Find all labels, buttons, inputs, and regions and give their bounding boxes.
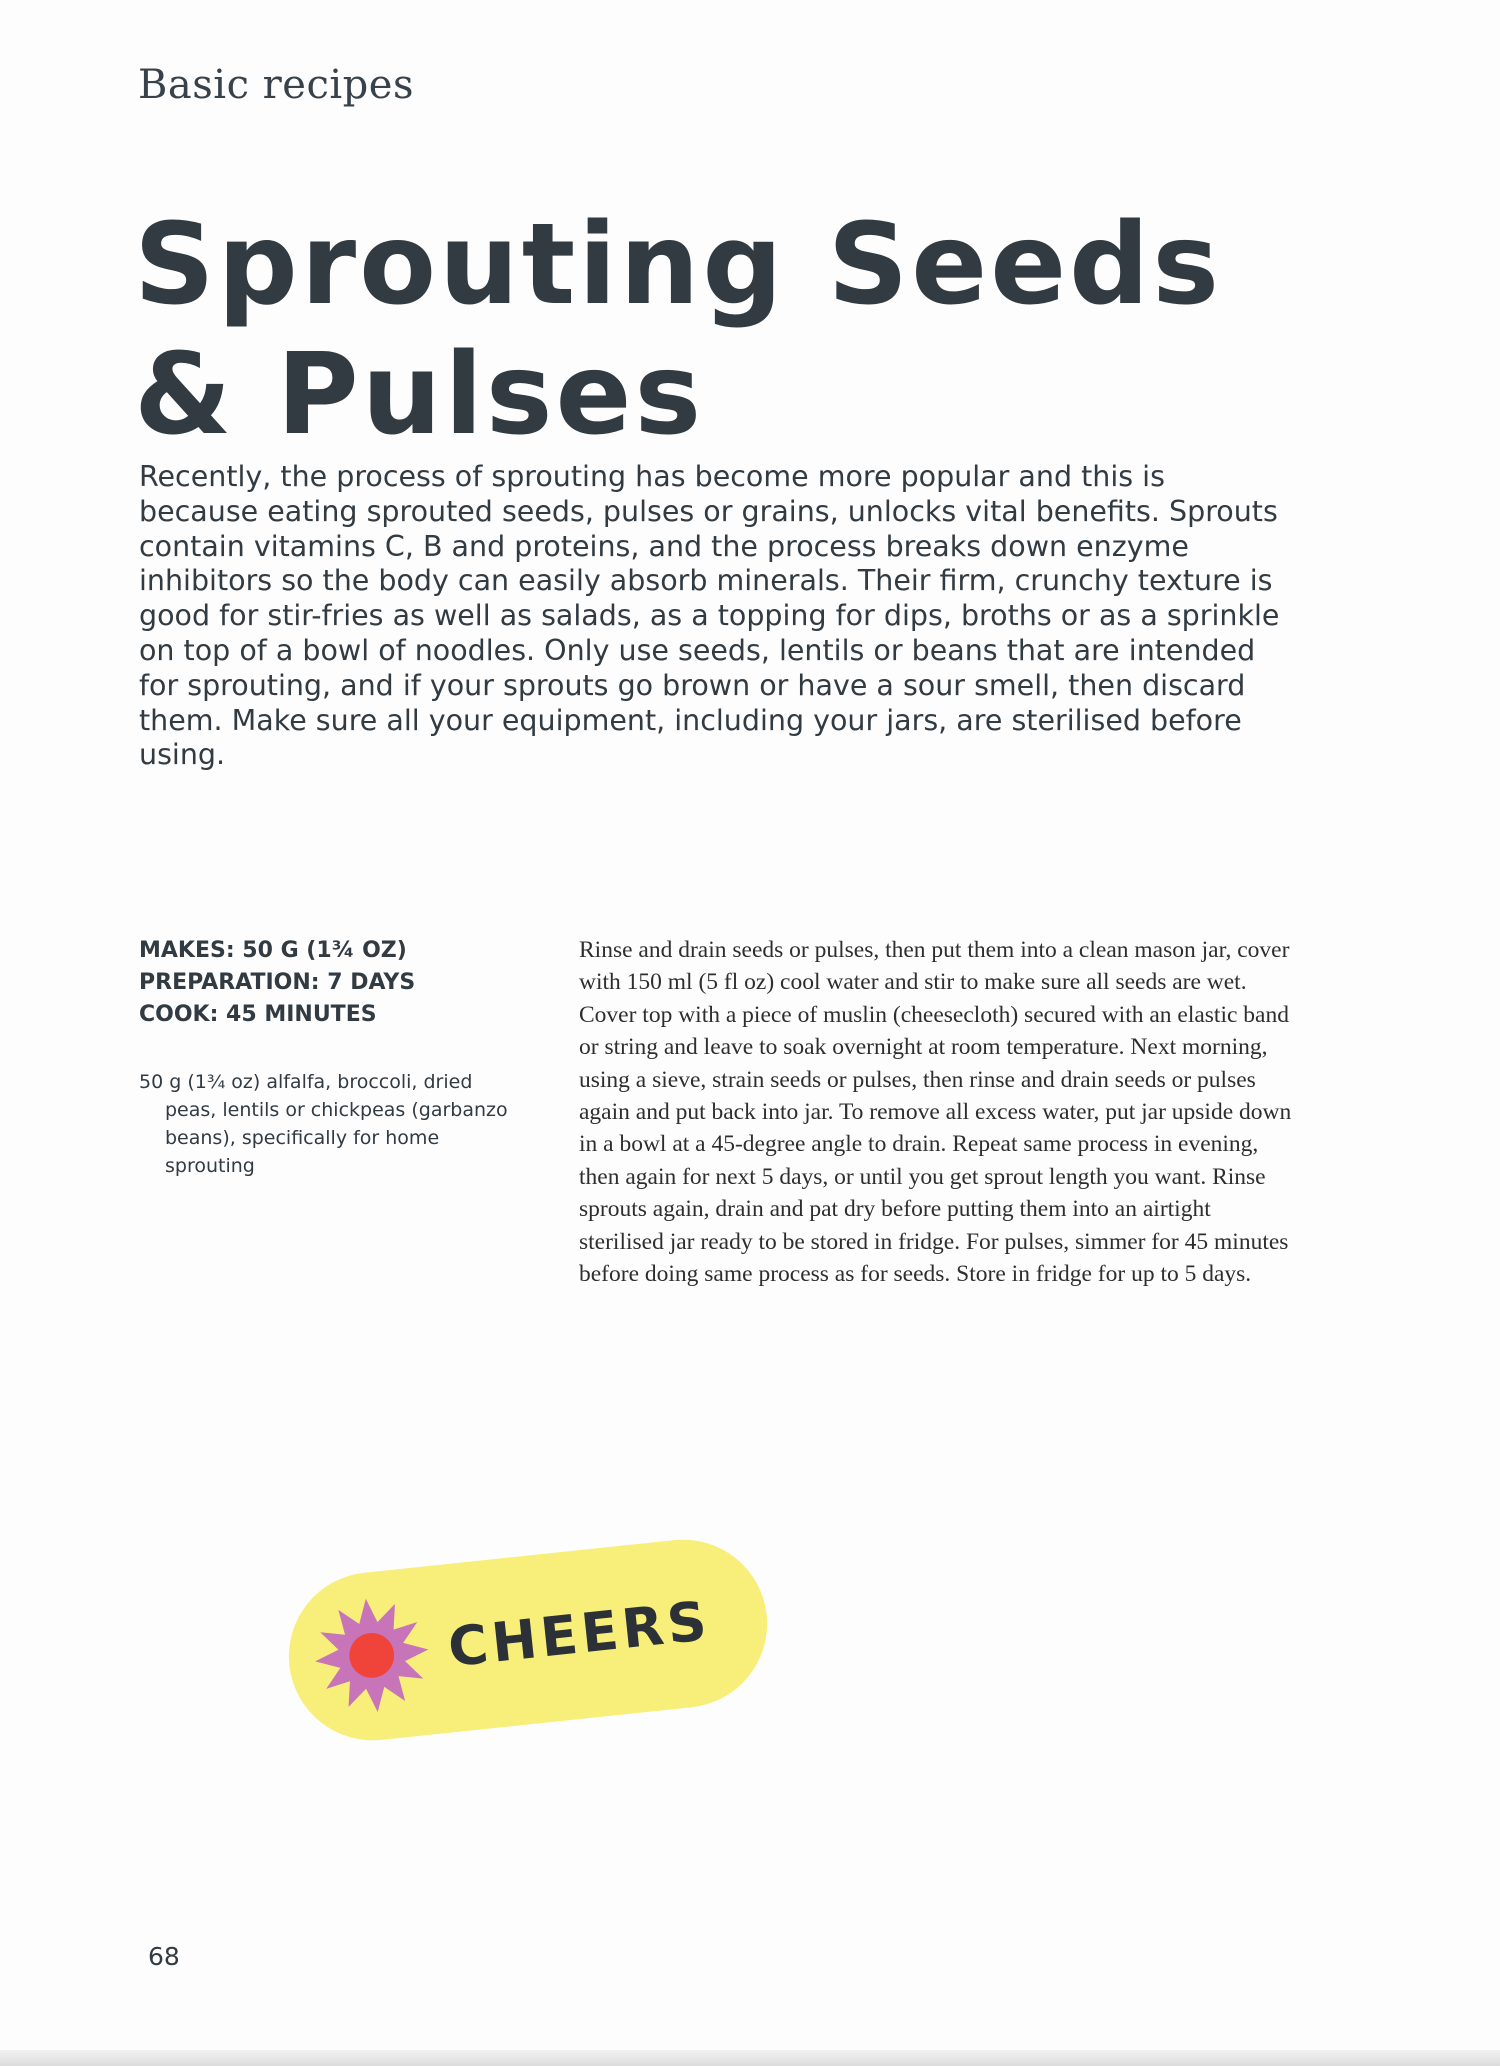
recipe-title-line-1: Sprouting Seeds bbox=[134, 200, 1222, 330]
preparation-label: PREPARATION: 7 DAYS bbox=[139, 970, 416, 995]
recipe-method: Rinse and drain seeds or pulses, then put them into a clean mason jar, cover with 150 ml (5 fl oz) cool water and stir to make sure all seeds are wet. Cover top with a piece of muslin (cheesecloth) secured with an elastic band or string and leave to soak overnight at room temperature. Next morning, using a sieve, strain seeds or pulses, then rinse and drain seeds or pulses again and put back into jar. To remove all excess water, put jar upside down in a bowl at a 45-degree angle to drain. Repeat same process in evening, then again for next 5 days, or until you get sprout length you want. Rinse sprouts again, drain and pat dry before putting them into an airtight sterilised jar ready to be stored in fridge. For pulses, simmer for 45 minutes before doing same process as for seeds. Store in fridge for up to 5 days. bbox=[579, 937, 1292, 1288]
makes-label: MAKES: 50 G (1¾ OZ) bbox=[139, 938, 407, 963]
ingredient-item: 50 g (1¾ oz) alfalfa, broccoli, dried peas, lentils or chickpeas (garbanzo beans), specifically for home sprouting bbox=[139, 1071, 508, 1177]
cook-label: COOK: 45 MINUTES bbox=[139, 1002, 377, 1027]
recipe-title bbox=[134, 200, 1384, 460]
page-number: 68 bbox=[148, 1942, 180, 1971]
cheers-sticker bbox=[281, 1531, 776, 1748]
page-bottom-edge bbox=[0, 2050, 1500, 2066]
sticker-label: CHEERS bbox=[445, 1589, 714, 1680]
recipe-title-line-2: & Pulses bbox=[134, 330, 705, 460]
sun-flower-graphic bbox=[305, 1588, 439, 1722]
section-label: Basic recipes bbox=[138, 62, 414, 108]
ingredients-list bbox=[139, 1068, 519, 1180]
recipe-meta bbox=[139, 935, 559, 1031]
recipe-intro: Recently, the process of sprouting has become more popular and this is because eating sprouted seeds, pulses or grains, unlocks vital benefits. Sprouts contain vitamins C, B and proteins, and the process breaks down enzyme inhibitors so the body can easily absorb minerals. Their firm, crunchy texture is good for stir-fries as well as salads, as a topping for dips, broths or as a sprinkle on top of a bowl of noodles. Only use seeds, lentils or beans that are intended for sprouting, and if your sprouts go brown or have a sour smell, then discard them. Make sure all your equipment, including your jars, are sterilised before using. bbox=[139, 460, 1280, 772]
sun-flower-icon bbox=[305, 1588, 439, 1722]
